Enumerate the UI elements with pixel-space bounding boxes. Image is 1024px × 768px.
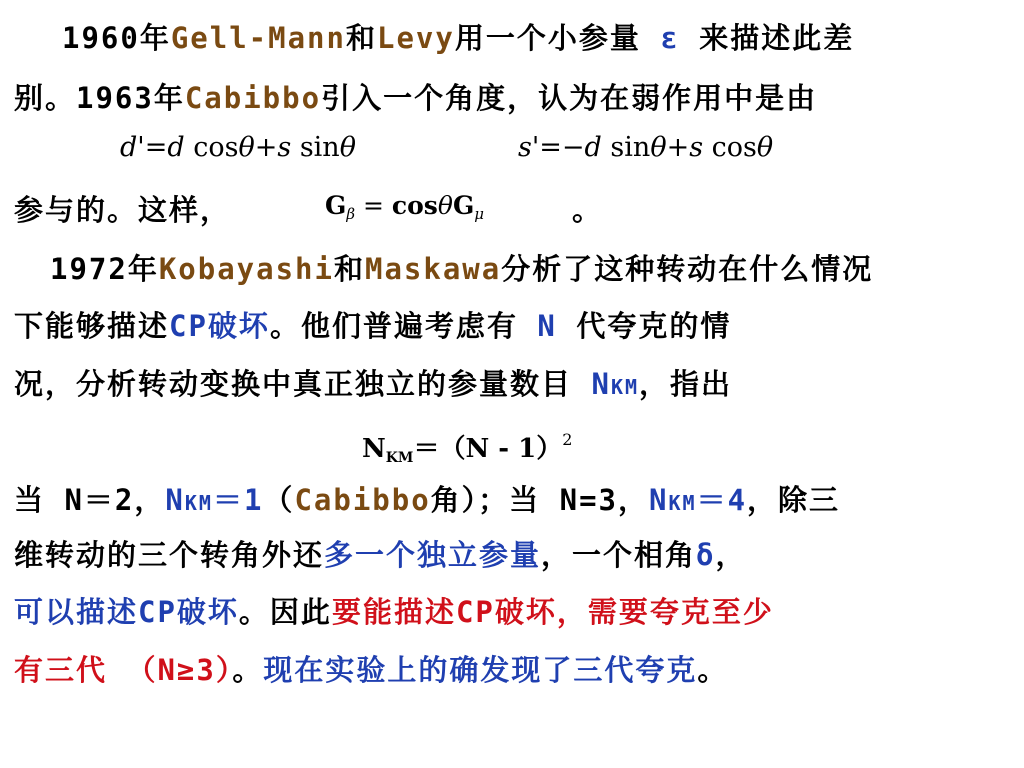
p3-line3 bbox=[14, 590, 774, 634]
conj-and-2: 和 bbox=[333, 252, 365, 286]
p1-line2 bbox=[14, 76, 817, 120]
eq2-s: s bbox=[689, 132, 704, 163]
delta-symbol: δ bbox=[696, 538, 716, 572]
eq2-plus: + bbox=[666, 132, 690, 163]
year-1960: 1960年 bbox=[62, 21, 171, 55]
equation-g-beta bbox=[325, 191, 484, 223]
eq2-theta2: θ bbox=[756, 132, 774, 163]
p3-l4b: 。 bbox=[232, 653, 264, 687]
name-gell-mann: Gell-Mann bbox=[170, 21, 346, 55]
eq2-cos: cos bbox=[711, 132, 757, 163]
eq3-theta: θ bbox=[437, 191, 453, 220]
p1-line2a: 别。1963年 bbox=[14, 81, 185, 115]
nkm2-value: ＝1 bbox=[212, 483, 264, 517]
eq4-rest: ＝（N - 1） bbox=[413, 434, 563, 464]
eq3-g2: G bbox=[452, 191, 475, 220]
p3-line4 bbox=[14, 648, 728, 692]
experiment-conclusion: 现在实验上的确发现了三代夸克 bbox=[263, 653, 698, 687]
p3-l3b: 。因此 bbox=[238, 595, 332, 629]
p3-l2c: ，一个相角 bbox=[541, 538, 697, 572]
extra-parameter-phrase: 多一个独立参量 bbox=[324, 538, 542, 572]
eq4-sub: KM bbox=[385, 450, 414, 466]
nkm3-n: N bbox=[649, 483, 669, 517]
n-generations: N bbox=[537, 309, 557, 343]
p1-line3b: 。 bbox=[572, 193, 604, 227]
eq3-cos: cos bbox=[391, 191, 438, 220]
nkm-term bbox=[591, 367, 639, 401]
p1-line1 bbox=[62, 16, 854, 60]
eq3-equals: = bbox=[362, 191, 384, 220]
eq2-equals-minus: =− bbox=[539, 132, 585, 163]
eq1-theta: θ bbox=[238, 132, 255, 163]
nkm3-sub: KM bbox=[668, 491, 697, 515]
eq3-g: G bbox=[325, 191, 347, 220]
p2-line1 bbox=[50, 247, 873, 291]
equation-nkm bbox=[362, 428, 572, 466]
p3-l1i: ，除三 bbox=[747, 483, 841, 517]
nkm-n: N bbox=[591, 367, 611, 401]
p3-l2e: ， bbox=[715, 538, 747, 572]
three-generations-requirement: 要能描述CP破坏，需要夸克至少 bbox=[331, 595, 774, 629]
name-levy: Levy bbox=[377, 21, 455, 55]
p2-text1: 分析了这种转动在什么情况 bbox=[501, 252, 874, 286]
p2-line2 bbox=[14, 304, 731, 348]
p3-l4d: 。 bbox=[697, 653, 729, 687]
p3-line1 bbox=[14, 478, 840, 525]
p2-line2c: 代夸克的情 bbox=[576, 309, 732, 343]
equation-d-prime bbox=[120, 132, 356, 163]
conj-and: 和 bbox=[345, 21, 377, 55]
p1-line2b: 引入一个角度，认为在弱作用中是由 bbox=[321, 81, 818, 115]
eq4-sup: 2 bbox=[562, 430, 573, 449]
p2-line3 bbox=[14, 362, 732, 409]
year-1972: 1972年 bbox=[50, 252, 159, 286]
epsilon-symbol: ε bbox=[660, 21, 680, 55]
p2-line3a: 况，分析转动变换中真正独立的参量数目 bbox=[14, 367, 573, 401]
nkm-sub: KM bbox=[610, 375, 640, 399]
name-kobayashi: Kobayashi bbox=[158, 252, 334, 286]
p3-l1a: 当 N＝2， bbox=[14, 483, 166, 517]
eq2-sin: sin bbox=[610, 132, 651, 163]
nkm3-value: ＝4 bbox=[696, 483, 748, 517]
eq1-cos: cos bbox=[193, 132, 239, 163]
p1-line3a: 参与的。这样， bbox=[14, 193, 232, 227]
p3-l1f: 角）；当 N=3， bbox=[430, 483, 649, 517]
nkm-term-3 bbox=[649, 483, 747, 517]
eq1-d-prime: d' bbox=[120, 132, 145, 163]
p3-l2a: 维转动的三个转角外还 bbox=[14, 538, 325, 572]
eq1-s: s bbox=[277, 132, 292, 163]
eq1-theta2: θ bbox=[339, 132, 356, 163]
cp-violation-term: CP破坏 bbox=[169, 309, 270, 343]
eq3-beta: β bbox=[346, 205, 356, 223]
eq1-plus: + bbox=[254, 132, 278, 163]
nkm2-sub: KM bbox=[184, 491, 213, 515]
equation-s-prime bbox=[518, 132, 773, 163]
eq3-mu: μ bbox=[474, 205, 485, 223]
cp-violation-phrase: 可以描述CP破坏 bbox=[14, 595, 239, 629]
eq1-d: d bbox=[167, 132, 185, 163]
p1-line3 bbox=[14, 188, 231, 232]
eq4-n: N bbox=[362, 434, 386, 464]
eq2-s-prime: s' bbox=[518, 132, 540, 163]
p1-text: 用一个小参量 bbox=[454, 21, 641, 55]
nkm2-n: N bbox=[165, 483, 185, 517]
p3-l1d: （ bbox=[263, 483, 295, 517]
p1-text2: 来描述此差 bbox=[699, 21, 855, 55]
p3-line2 bbox=[14, 533, 747, 577]
n-geq-3: 有三代 （N≥3） bbox=[14, 653, 233, 687]
eq2-theta: θ bbox=[650, 132, 667, 163]
eq1-sin: sin bbox=[299, 132, 340, 163]
p2-line2a: 下能够描述 bbox=[14, 309, 170, 343]
p2-line2b: 。他们普遍考虑有 bbox=[269, 309, 518, 343]
p1-line3-period bbox=[572, 188, 603, 232]
name-cabibbo-2: Cabibbo bbox=[294, 483, 431, 517]
name-maskawa: Maskawa bbox=[365, 252, 502, 286]
eq2-d: d bbox=[584, 132, 602, 163]
name-cabibbo: Cabibbo bbox=[184, 81, 322, 115]
eq1-equals: = bbox=[144, 132, 168, 163]
nkm-term-2 bbox=[165, 483, 263, 517]
p2-line3b: ，指出 bbox=[639, 367, 733, 401]
